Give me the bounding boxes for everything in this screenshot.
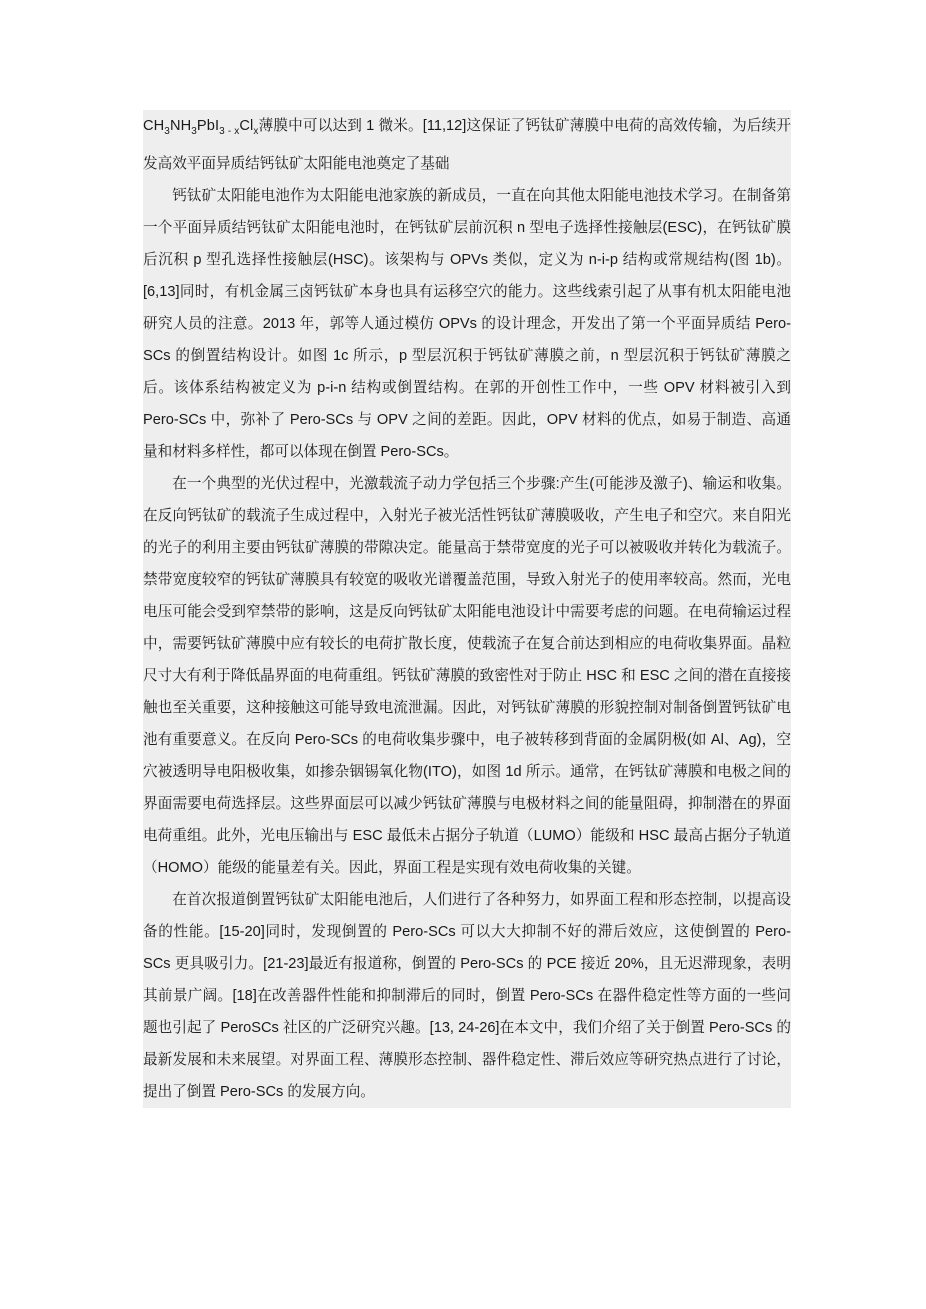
- paragraph: 钙钛矿太阳能电池作为太阳能电池家族的新成员，一直在向其他太阳能电池技术学习。在制备第一个平面异质结钙钛矿太阳能电池时，在钙钛矿层前沉积 n 型电子选择性接触层(ESC)，在钙钛矿膜后沉积 p 型孔选择性接触层(HSC)。该架构与 OPVs 类似，定义为 n-i-p 结构或常规结构(图 1b)。[6,13]同时，有机金属三卤钙钛矿本身也具有运移空穴的能力。这些线索引起了从事有机太阳能电池研究人员的注意。2013 年，郭等人通过模仿 OPVs 的设计理念，开发出了第一个平面异质结 Pero-SCs 的倒置结构设计。如图 1c 所示，p 型层沉积于钙钛矿薄膜之前，n 型层沉积于钙钛矿薄膜之后。该体系结构被定义为 p-i-n 结构或倒置结构。在郭的开创性工作中，一些 OPV 材料被引入到 Pero-SCs 中，弥补了 Pero-SCs 与 OPV 之间的差距。因此，OPV 材料的优点，如易于制造、高通量和材料多样性，都可以体现在倒置 Pero-SCs。: [143, 180, 791, 468]
- chemical-formula: $CH_3NH_3PbI_{3 - x}Cl_x$: [143, 118, 259, 137]
- paragraph: 在首次报道倒置钙钛矿太阳能电池后，人们进行了各种努力，如界面工程和形态控制，以提高设备的性能。[15-20]同时，发现倒置的 Pero-SCs 可以大大抑制不好的滞后效应，这使倒置的 Pero-SCs 更具吸引力。[21-23]最近有报道称，倒置的 Pero-SCs 的 PCE 接近 20%，且无迟滞现象，表明其前景广阔。[18]在改善器件性能和抑制滞后的同时，倒置 Pero-SCs 在器件稳定性等方面的一些问题也引起了 PeroSCs 社区的广泛研究兴趣。[13, 24-26]在本文中，我们介绍了关于倒置 Pero-SCs 的最新发展和未来展望。对界面工程、薄膜形态控制、器件稳定性、滞后效应等研究热点进行了讨论，提出了倒置 Pero-SCs 的发展方向。: [143, 884, 791, 1108]
- document-body: [143, 110, 791, 1108]
- paragraph: 在一个典型的光伏过程中，光激载流子动力学包括三个步骤:产生(可能涉及激子)、输运和收集。在反向钙钛矿的载流子生成过程中，入射光子被光活性钙钛矿薄膜吸收，产生电子和空穴。来自阳光的光子的利用主要由钙钛矿薄膜的带隙决定。能量高于禁带宽度的光子可以被吸收并转化为载流子。禁带宽度较窄的钙钛矿薄膜具有较宽的吸收光谱覆盖范围，导致入射光子的使用率较高。然而，光电电压可能会受到窄禁带的影响，这是反向钙钛矿太阳能电池设计中需要考虑的问题。在电荷输运过程中，需要钙钛矿薄膜中应有较长的电荷扩散长度，使载流子在复合前达到相应的电荷收集界面。晶粒尺寸大有利于降低晶界面的电荷重组。钙钛矿薄膜的致密性对于防止 HSC 和 ESC 之间的潜在直接接触也至关重要，这种接触这可能导致电流泄漏。因此，对钙钛矿薄膜的形貌控制对制备倒置钙钛矿电池有重要意义。在反向 Pero-SCs 的电荷收集步骤中，电子被转移到背面的金属阴极(如 Al、Ag)，空穴被透明导电阳极收集，如掺杂铟锡氧化物(ITO)，如图 1d 所示。通常，在钙钛矿薄膜和电极之间的界面需要电荷选择层。这些界面层可以减少钙钛矿薄膜与电极材料之间的能量阻碍，抑制潜在的界面电荷重组。此外，光电压输出与 ESC 最低未占据分子轨道（LUMO）能级和 HSC 最高占据分子轨道（HOMO）能级的能量差有关。因此，界面工程是实现有效电荷收集的关键。: [143, 468, 791, 884]
- paragraph: [143, 110, 791, 180]
- paragraph-text: 薄膜中可以达到 1 微米。[11,12]这保证了钙钛矿薄膜中电荷的高效传输，为后续开发高效平面异质结钙钛矿太阳能电池奠定了基础: [143, 118, 791, 172]
